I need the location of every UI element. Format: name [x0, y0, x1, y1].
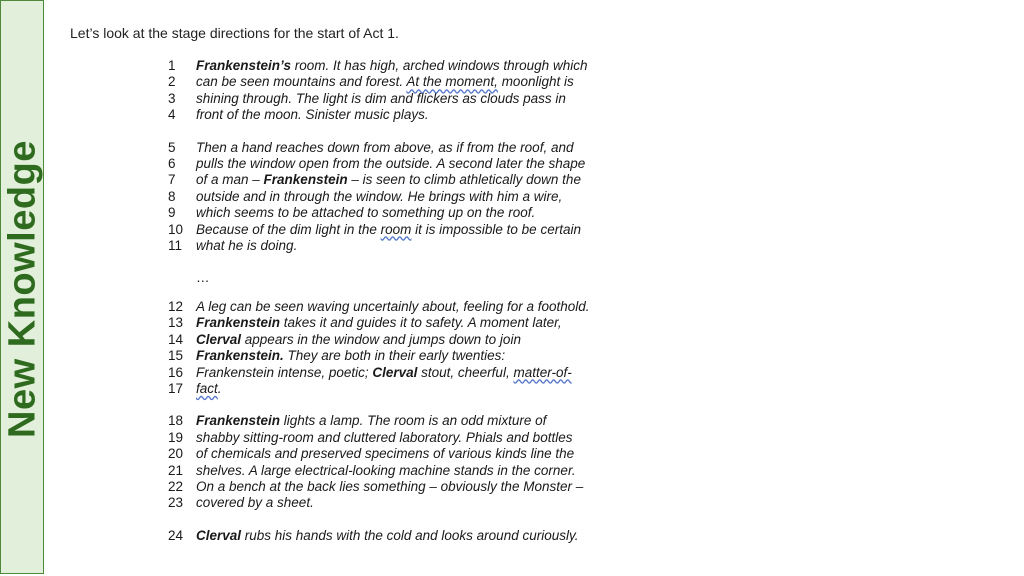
script-line — [168, 463, 628, 479]
stage-paragraph — [168, 140, 628, 255]
line-number: 14 — [168, 331, 184, 347]
line-text: Clerval rubs his hands with the cold and looks around curiously. — [196, 527, 579, 543]
omission-ellipsis: … — [196, 270, 210, 286]
script-line — [168, 413, 628, 429]
script-line — [168, 107, 628, 123]
script-line — [168, 205, 628, 221]
line-text: Frankenstein intense, poetic; Clerval stout, cheerful, matter-of- — [196, 364, 572, 380]
line-text: front of the moon. Sinister music plays. — [196, 107, 429, 123]
line-number: 3 — [168, 90, 176, 106]
line-text: shining through. The light is dim and flickers as clouds pass in — [196, 90, 566, 106]
stage-paragraph — [168, 299, 628, 397]
script-line — [168, 189, 628, 205]
line-text: covered by a sheet. — [196, 495, 314, 511]
line-text: shabby sitting-room and cluttered laboratory. Phials and bottles — [196, 429, 573, 445]
line-text: Because of the dim light in the room it is impossible to be certain — [196, 221, 581, 237]
line-text: Then a hand reaches down from above, as if from the roof, and — [196, 139, 574, 155]
line-text: which seems to be attached to something up on the roof. — [196, 205, 536, 221]
line-number: 17 — [168, 380, 184, 396]
line-number: 4 — [168, 107, 176, 123]
line-text: Frankenstein. They are both in their early twenties: — [196, 348, 506, 364]
line-number: 12 — [168, 298, 184, 314]
script-line — [168, 495, 628, 511]
script-line — [168, 238, 628, 254]
stage-paragraph — [168, 528, 628, 544]
line-number: 23 — [168, 495, 184, 511]
line-text: Frankenstein takes it and guides it to safety. A moment later, — [196, 315, 562, 331]
line-number: 22 — [168, 478, 184, 494]
script-line — [168, 140, 628, 156]
line-number: 15 — [168, 348, 184, 364]
line-number: 20 — [168, 446, 184, 462]
script-line — [168, 172, 628, 188]
script-line — [168, 446, 628, 462]
line-number: 1 — [168, 58, 176, 73]
line-number: 2 — [168, 74, 176, 90]
line-text: what he is doing. — [196, 238, 298, 254]
line-number: 8 — [168, 188, 176, 204]
script-line — [168, 222, 628, 238]
line-number: 11 — [168, 238, 183, 254]
stage-paragraph — [168, 413, 628, 511]
line-text: of a man – Frankenstein – is seen to climb athletically down the — [196, 172, 581, 188]
line-text: Clerval appears in the window and jumps down to join — [196, 331, 521, 347]
line-text: outside and in through the window. He brings with him a wire, — [196, 188, 563, 204]
line-number: 16 — [168, 364, 184, 380]
script-line — [168, 91, 628, 107]
line-text: Frankenstein’s room. It has high, arched windows through which — [196, 58, 588, 73]
sidebar-panel — [0, 0, 44, 574]
line-text: pulls the window open from the outside. A second later the shape — [196, 156, 586, 172]
intro-text: Let’s look at the stage directions for the start of Act 1. — [70, 25, 399, 41]
script-line — [168, 58, 628, 74]
line-number: 18 — [168, 413, 184, 429]
line-text: of chemicals and preserved specimens of various kinds line the — [196, 446, 575, 462]
line-text: Frankenstein lights a lamp. The room is an odd mixture of — [196, 413, 547, 429]
stage-directions — [168, 58, 628, 560]
line-text: On a bench at the back lies something – obviously the Monster – — [196, 478, 584, 494]
script-line — [168, 348, 628, 364]
line-number: 21 — [168, 462, 184, 478]
script-line — [168, 528, 628, 544]
line-text: A leg can be seen waving uncertainly about, feeling for a foothold. — [196, 298, 590, 314]
sidebar-title: New Knowledge — [1, 140, 44, 438]
line-number: 19 — [168, 429, 184, 445]
line-text: fact. — [196, 380, 222, 396]
script-line — [168, 315, 628, 331]
script-line — [168, 74, 628, 90]
line-number: 7 — [168, 172, 176, 188]
script-line — [168, 479, 628, 495]
line-text: can be seen mountains and forest. At the moment, moonlight is — [196, 74, 574, 90]
script-line — [168, 156, 628, 172]
line-number: 24 — [168, 527, 184, 543]
script-line — [168, 381, 628, 397]
line-number: 13 — [168, 315, 184, 331]
script-line — [168, 332, 628, 348]
line-number: 5 — [168, 139, 176, 155]
stage-paragraph — [168, 58, 628, 124]
line-number: 10 — [168, 221, 184, 237]
line-number: 9 — [168, 205, 176, 221]
line-number: 6 — [168, 156, 176, 172]
script-line — [168, 299, 628, 315]
line-text: shelves. A large electrical-looking machine stands in the corner. — [196, 462, 576, 478]
script-line — [168, 365, 628, 381]
script-line — [168, 430, 628, 446]
